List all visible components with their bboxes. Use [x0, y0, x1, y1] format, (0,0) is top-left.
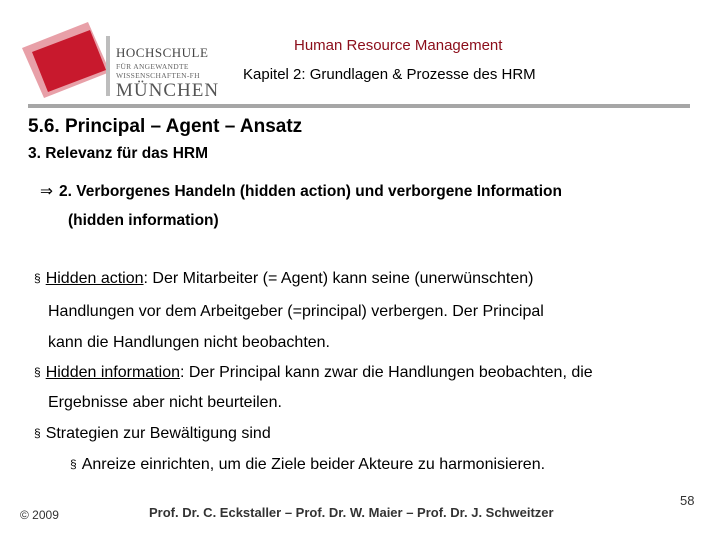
- logo-line-4: MÜNCHEN: [116, 80, 220, 101]
- section-subtitle: 3. Relevanz für das HRM: [28, 145, 209, 162]
- sub-bullet-incentives: [70, 456, 545, 474]
- bullet-text: Strategien zur Bewältigung sind: [45, 425, 271, 442]
- section-title: 5.6. Principal – Agent – Ansatz: [28, 116, 303, 137]
- key-point-line-1: [40, 182, 562, 201]
- footer-copyright: © 2009: [20, 508, 59, 522]
- logo-line-2: FÜR ANGEWANDTE: [116, 62, 189, 71]
- logo-text: [116, 46, 219, 101]
- logo-line-1: HOCHSCHULE: [116, 45, 209, 60]
- implies-arrow-icon: ⇒: [40, 183, 53, 200]
- bullet-continuation: Ergebnisse aber nicht beurteilen.: [48, 394, 282, 411]
- section-mark-icon: §: [70, 457, 77, 471]
- bullet-term: Hidden action: [45, 270, 144, 287]
- section-mark-icon: §: [34, 365, 41, 379]
- bullet-text: : Der Principal kann zwar die Handlungen beobachten, die: [179, 364, 593, 381]
- bullet-strategies: [34, 425, 271, 443]
- bullet-term: Hidden information: [45, 364, 180, 381]
- bullet-continuation: kann die Handlungen nicht beobachten.: [48, 334, 330, 351]
- header-divider: [28, 104, 690, 108]
- bullet-text: : Der Mitarbeiter (= Agent) kann seine (unerwünschten): [143, 270, 534, 287]
- bullet-hidden-action: [34, 270, 534, 288]
- section-mark-icon: §: [34, 426, 41, 440]
- bullet-hidden-information: [34, 364, 593, 382]
- logo-line-3: WISSENSCHAFTEN-FH: [116, 71, 200, 80]
- bullet-continuation: Handlungen vor dem Arbeitgeber (=principal) verbergen. Der Principal: [48, 303, 544, 320]
- sub-bullet-text: Anreize einrichten, um die Ziele beider Akteure zu harmonisieren.: [81, 456, 546, 473]
- university-logo: [18, 18, 218, 104]
- header-subtitle: Kapitel 2: Grundlagen & Prozesse des HRM: [243, 66, 536, 83]
- section-mark-icon: §: [34, 271, 41, 285]
- footer-authors: Prof. Dr. C. Eckstaller – Prof. Dr. W. Maier – Prof. Dr. J. Schweitzer: [149, 505, 554, 520]
- page-number: 58: [680, 493, 695, 508]
- header-title: Human Resource Management: [294, 37, 503, 54]
- key-point-text-1: 2. Verborgenes Handeln (hidden action) und verborgene Information: [59, 183, 562, 200]
- key-point-line-2: (hidden information): [68, 212, 219, 229]
